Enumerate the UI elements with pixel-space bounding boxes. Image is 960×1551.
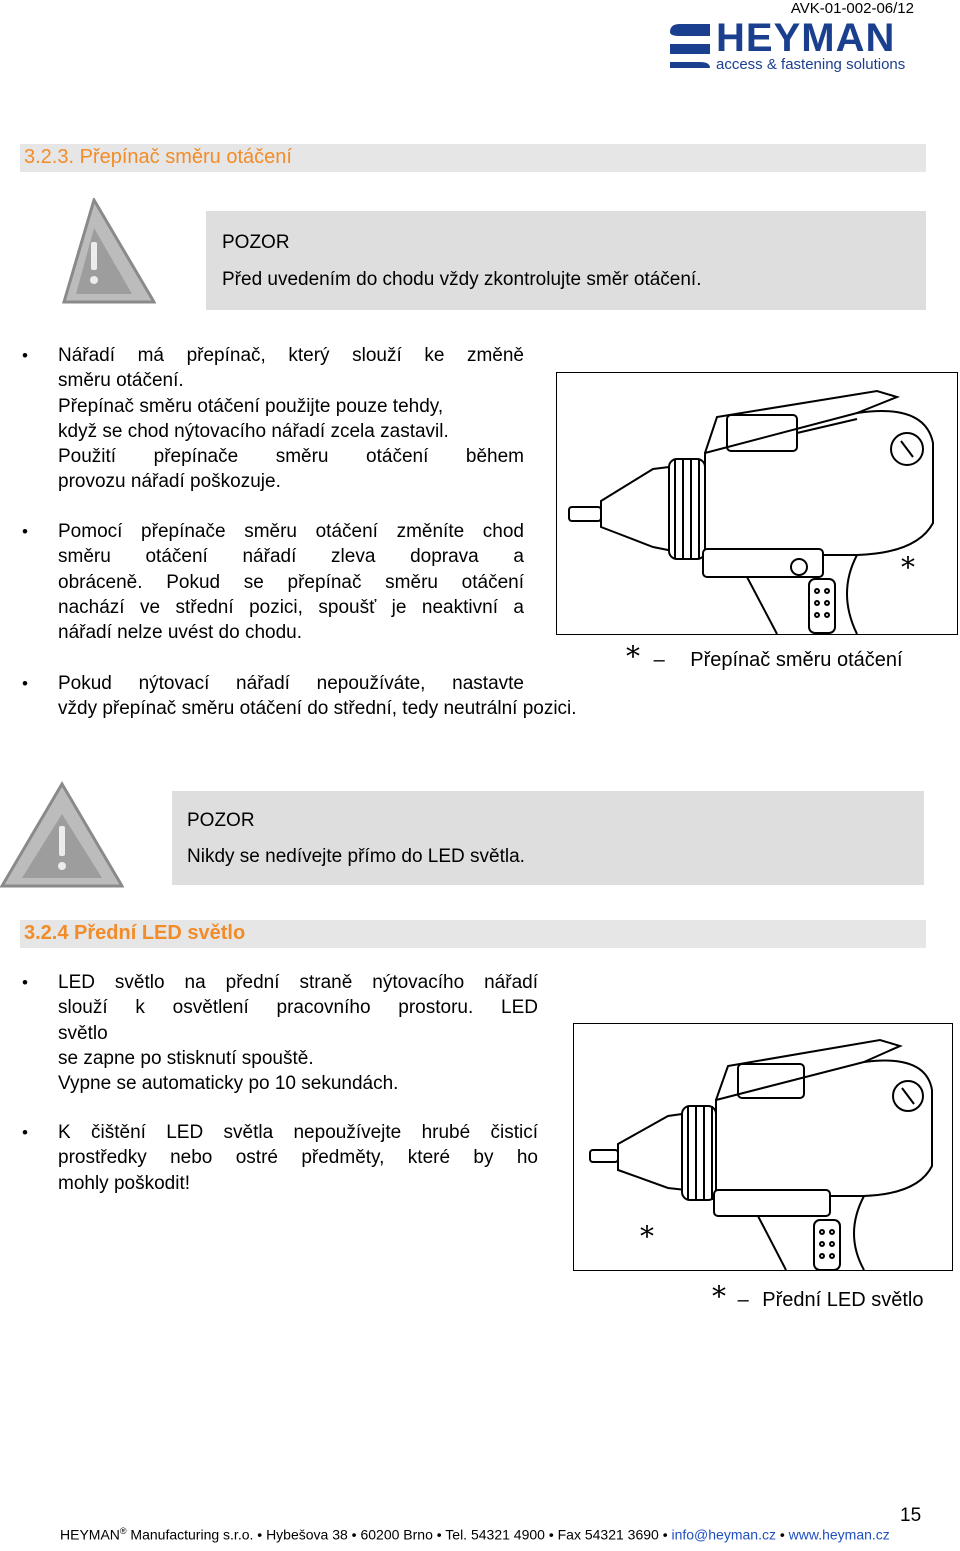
caption-text: Přepínač směru otáčení <box>690 649 903 671</box>
warning-box <box>206 211 926 310</box>
figure-marker-star: * <box>640 1220 654 1253</box>
footer <box>60 1526 890 1543</box>
bullet-paragraph <box>58 970 538 1096</box>
text-line: obráceně. Pokud se přepínač směru otáčení <box>58 571 524 593</box>
text-line: se zapne po stisknutí spouště. <box>58 1047 314 1069</box>
bullet-marker: • <box>22 973 28 992</box>
text-line: vždy přepínač směru otáčení do střední, tedy neutrální pozici. <box>58 698 577 720</box>
footer-company: HEYMAN <box>60 1526 120 1543</box>
figure-direction-switch <box>556 372 958 635</box>
bullet-marker: • <box>22 522 28 541</box>
text-line: provozu nářadí poškozuje. <box>58 471 281 493</box>
figure-led-light <box>573 1023 953 1271</box>
text-line: prostředky nebo ostré předměty, které by ho <box>58 1147 538 1169</box>
warning-text: Nikdy se nedívejte přímo do LED světla. <box>187 846 525 867</box>
heyman-logo <box>668 16 928 74</box>
text-line: směru otáčení. <box>58 370 184 392</box>
text-line: LED světlo na přední straně nýtovacího nářadí <box>58 972 538 993</box>
caption-dash: – <box>653 649 665 671</box>
text-line: směru otáčení nářadí zleva doprava a <box>58 546 524 568</box>
caption-text: Přední LED světlo <box>762 1289 924 1311</box>
section-title: 3.2.4 Přední LED světlo <box>24 922 246 944</box>
footer-email-link[interactable]: info@heyman.cz <box>671 1526 776 1543</box>
text-line: Přepínač směru otáčení použijte pouze tehdy, <box>58 395 444 417</box>
caption-dash: – <box>737 1289 749 1311</box>
text-line: mohly poškodit! <box>58 1172 191 1194</box>
bullet-paragraph <box>58 671 577 722</box>
page-number: 15 <box>900 1505 922 1526</box>
caption-star: * <box>712 1280 726 1313</box>
brand-tagline: access & fastening solutions <box>716 56 906 73</box>
text-line: Pomocí přepínače směru otáčení změníte chod <box>58 521 524 542</box>
warning-triangle-icon <box>0 780 124 890</box>
bullet-paragraph <box>58 519 524 645</box>
text-line: světlo <box>58 1022 108 1044</box>
text-line: Nářadí má přepínač, který slouží ke změně <box>58 345 524 366</box>
text-line: když se chod nýtovacího nářadí zcela zastavil. <box>58 420 449 442</box>
warning-triangle-icon <box>62 198 156 304</box>
text-line: K čištění LED světla nepoužívejte hrubé čisticí <box>58 1122 538 1143</box>
caption-star: * <box>626 640 640 673</box>
rivet-tool-illustration <box>574 1024 952 1270</box>
warning-text: Před uvedením do chodu vždy zkontrolujte směr otáčení. <box>222 269 702 290</box>
text-line: Pokud nýtovací nářadí nepoužíváte, nastavte <box>58 673 524 694</box>
warning-box <box>172 791 924 885</box>
section-heading-direction-switch <box>20 144 926 172</box>
bullet-paragraph <box>58 1120 538 1196</box>
text-line: Vypne se automaticky po 10 sekundách. <box>58 1073 399 1095</box>
warning-title: POZOR <box>222 232 290 253</box>
text-line: nářadí nelze uvést do chodu. <box>58 622 303 644</box>
document-code: AVK-01-002-06/12 <box>790 0 914 17</box>
bullet-marker: • <box>22 1123 28 1142</box>
bullet-marker: • <box>22 346 28 365</box>
logo-mark-icon <box>668 22 712 70</box>
text-line: nachází ve střední pozici, spoušť je neaktivní a <box>58 596 524 618</box>
footer-address: Manufacturing s.r.o. • Hybešova 38 • 60200 Brno • Tel. 54321 4900 • Fax 54321 3690 • <box>126 1526 672 1543</box>
registered-mark: ® <box>119 1526 127 1536</box>
bullet-paragraph <box>58 343 524 495</box>
rivet-tool-illustration <box>557 373 957 634</box>
brand-name: HEYMAN <box>716 16 896 60</box>
warning-title: POZOR <box>187 810 255 831</box>
footer-separator: • <box>775 1526 789 1543</box>
figure-marker-star: * <box>901 551 915 584</box>
text-line: slouží k osvětlení pracovního prostoru. LED <box>58 997 538 1019</box>
text-line: Použití přepínače směru otáčení během <box>58 446 524 468</box>
section-title: 3.2.3. Přepínač směru otáčení <box>24 146 292 168</box>
figure-caption <box>712 1280 923 1313</box>
section-heading-led-light <box>20 920 926 948</box>
bullet-marker: • <box>22 674 28 693</box>
figure-caption <box>626 640 903 673</box>
footer-web-link[interactable]: www.heyman.cz <box>788 1526 890 1543</box>
